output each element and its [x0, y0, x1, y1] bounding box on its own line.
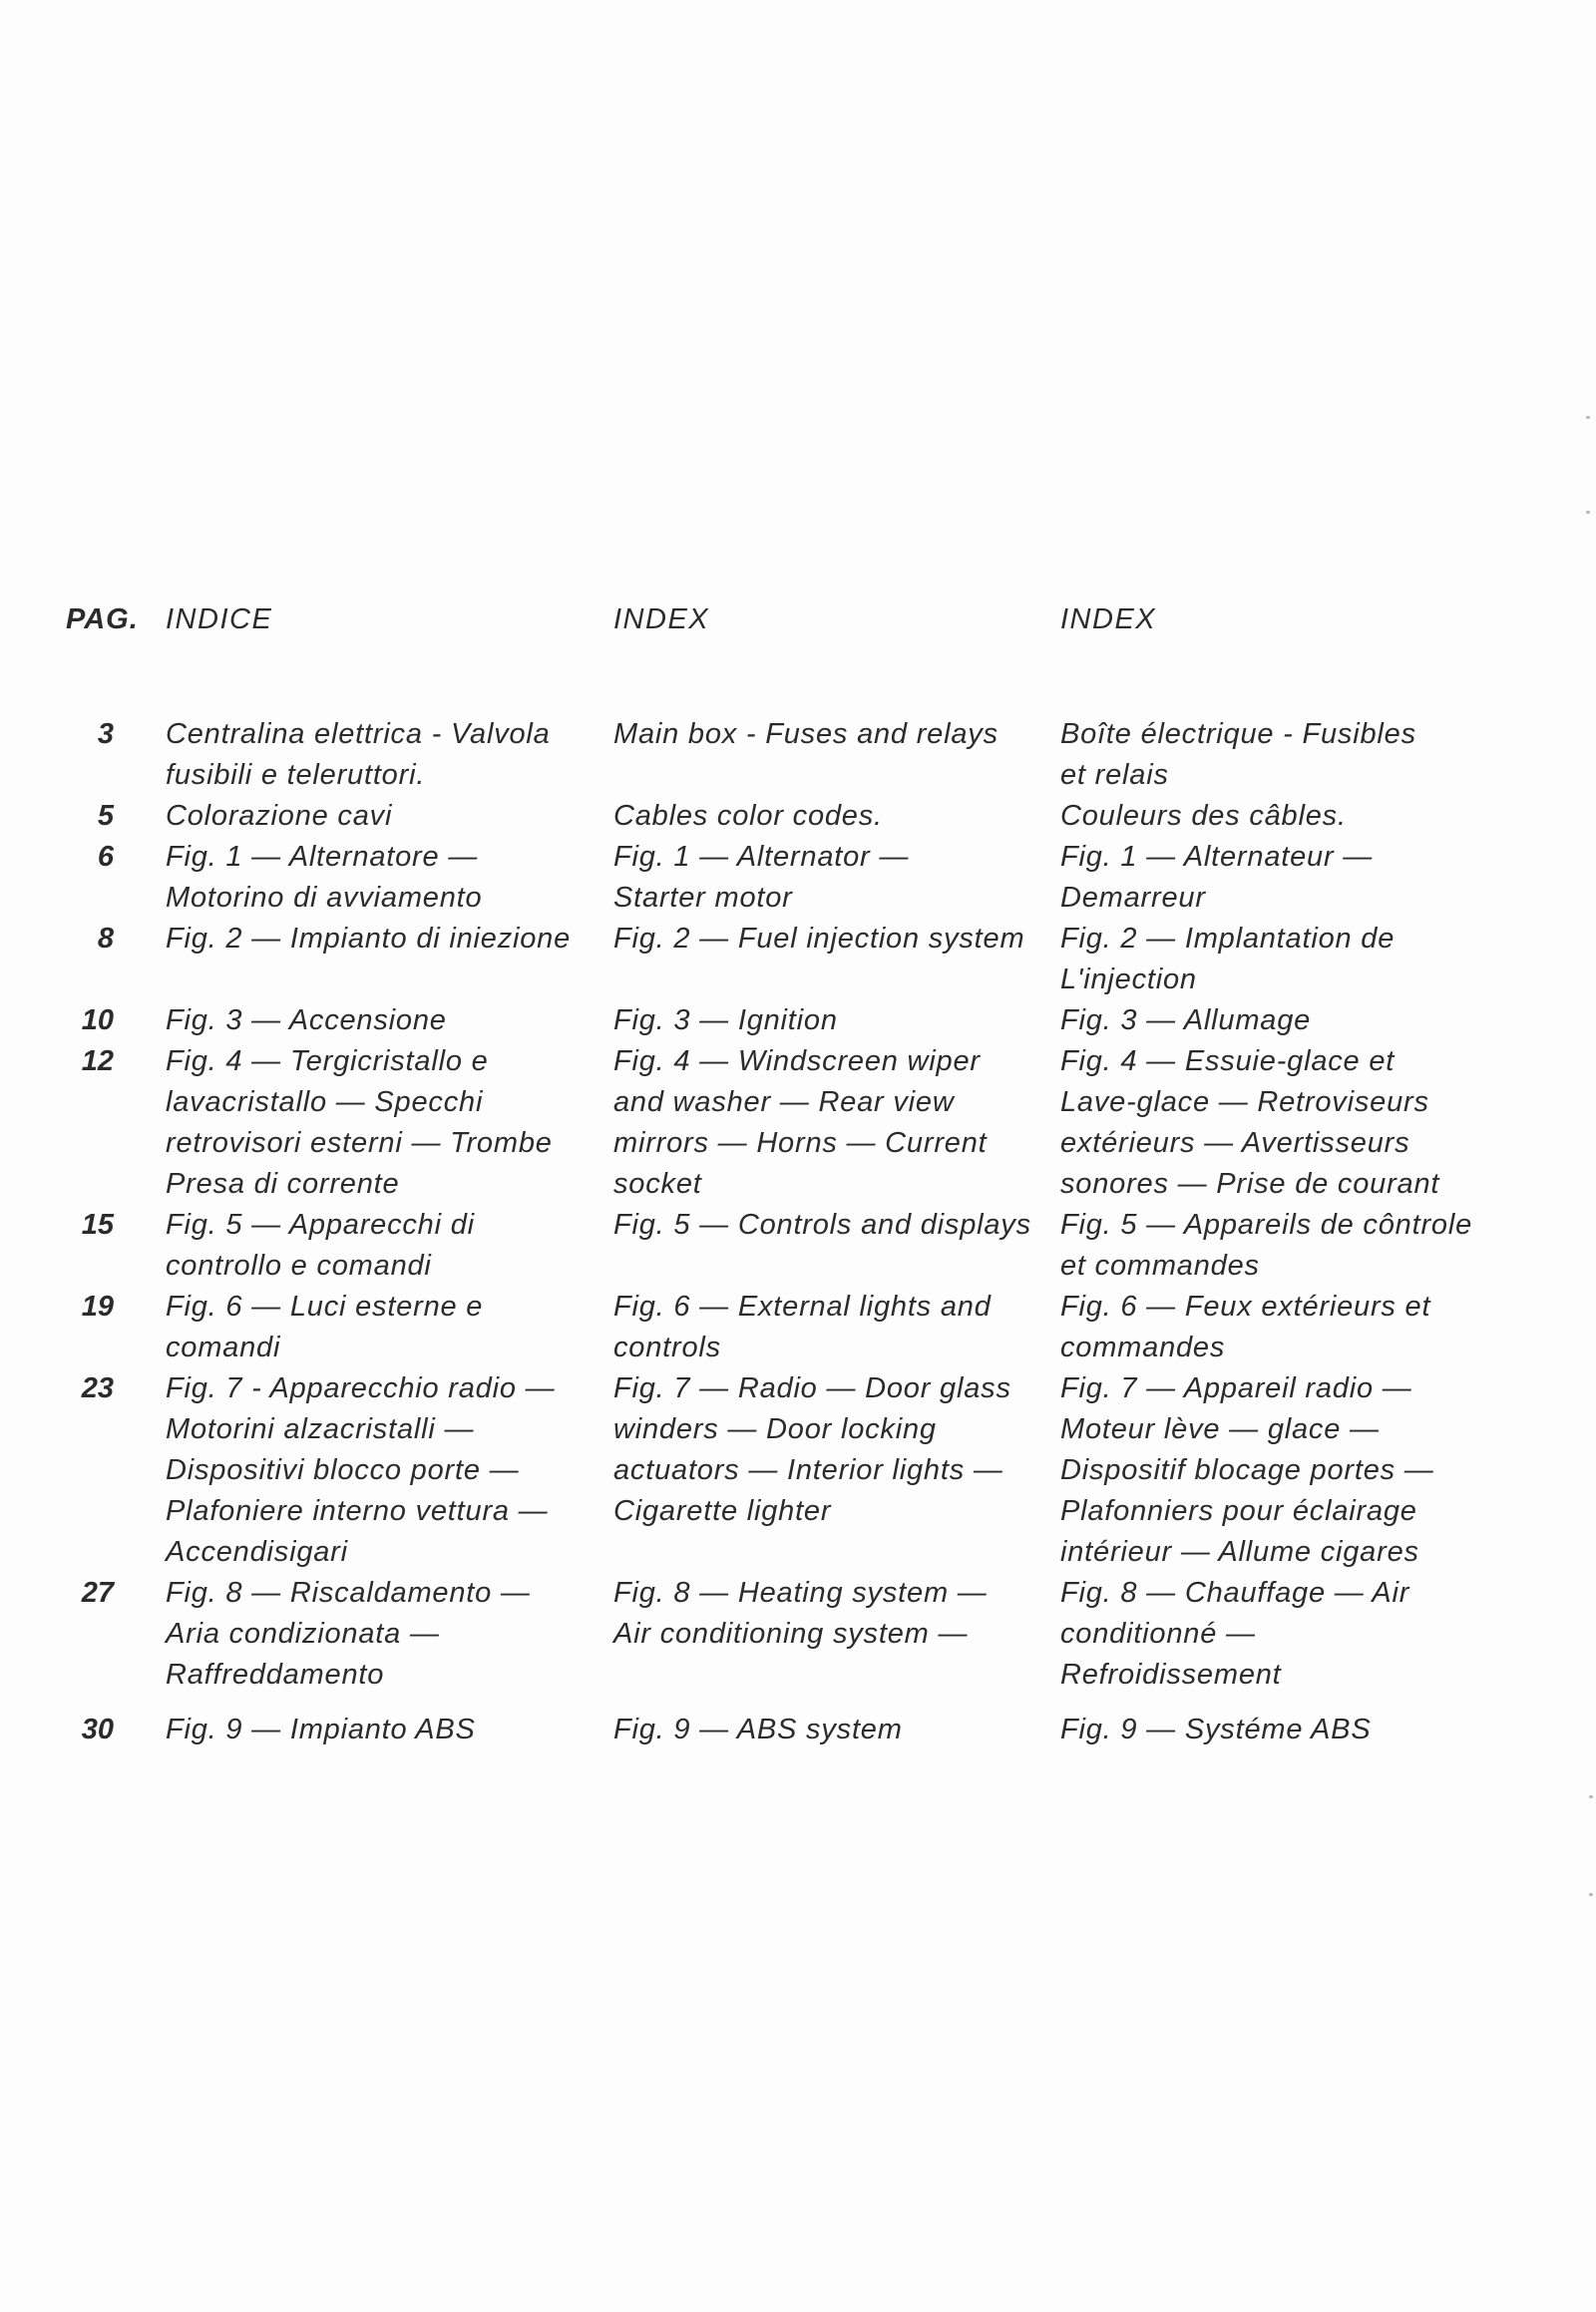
italian-entry: Fig. 2 — Impianto di iniezione	[166, 923, 572, 955]
index-row	[0, 714, 1596, 796]
index-row	[0, 919, 1596, 1000]
italian-entry: Fig. 1 — Alternatore — Motorino di avviamento	[166, 841, 483, 914]
index-row	[0, 1041, 1596, 1205]
italian-column-heading: INDICE	[166, 603, 273, 635]
english-entry: Fig. 6 — External lights and controls	[613, 1291, 992, 1363]
english-column-heading: INDEX	[613, 603, 710, 635]
french-entry: Fig. 5 — Appareils de côntrole et commandes	[1060, 1209, 1473, 1282]
italian-entry: Fig. 6 — Luci esterne e comandi	[166, 1291, 484, 1363]
page-number: 19	[81, 1291, 114, 1323]
index-row	[0, 1368, 1596, 1573]
scan-speck	[1589, 1893, 1593, 1896]
page-number: 12	[81, 1045, 114, 1077]
french-entry: Fig. 4 — Essuie-glace et Lave-glace — Retroviseurs extérieurs — Avertisseurs sonores — Prise de courant	[1060, 1045, 1440, 1200]
italian-entry: Colorazione cavi	[166, 800, 393, 832]
index-header	[0, 598, 1596, 640]
page-number: 10	[81, 1004, 114, 1036]
scan-speck	[1589, 1795, 1593, 1798]
page-number: 5	[97, 800, 114, 832]
english-entry: Cables color codes.	[613, 800, 883, 832]
page-number: 30	[81, 1714, 114, 1745]
index-row	[0, 837, 1596, 919]
italian-entry: Fig. 3 — Accensione	[166, 1004, 447, 1036]
index-row	[0, 1000, 1596, 1041]
index-row	[0, 1205, 1596, 1287]
italian-entry: Fig. 4 — Tergicristallo e lavacristallo — Specchi retrovisori esterni — Trombe Presa di corrente	[166, 1045, 553, 1200]
english-entry: Fig. 7 — Radio — Door glass winders — Door locking actuators — Interior lights — Cigarette lighter	[613, 1372, 1011, 1527]
page-column-heading: PAG.	[66, 603, 139, 635]
page-number: 23	[81, 1372, 114, 1404]
italian-entry: Fig. 5 — Apparecchi di controllo e comandi	[166, 1209, 475, 1282]
page-number: 8	[97, 923, 114, 955]
english-entry: Fig. 5 — Controls and displays	[613, 1209, 1031, 1241]
page-number: 6	[97, 841, 114, 873]
french-entry: Fig. 3 — Allumage	[1060, 1004, 1312, 1036]
french-column-heading: INDEX	[1060, 603, 1157, 635]
index-row	[0, 1573, 1596, 1696]
italian-entry: Fig. 7 - Apparecchio radio — Motorini alzacristalli — Dispositivi blocco porte — Plafoniere interno vettura — Accendisigari	[166, 1372, 556, 1568]
english-entry: Main box - Fuses and relays	[613, 718, 998, 750]
french-entry: Boîte électrique - Fusibles et relais	[1060, 718, 1416, 791]
index-table	[0, 714, 1596, 1750]
english-entry: Fig. 9 — ABS system	[613, 1714, 903, 1745]
italian-entry: Centralina elettrica - Valvola fusibili e teleruttori.	[166, 718, 551, 791]
french-entry: Couleurs des câbles.	[1060, 800, 1347, 832]
scan-speck	[1586, 416, 1590, 419]
page-number: 15	[81, 1209, 114, 1241]
english-entry: Fig. 8 — Heating system — Air conditioning system —	[613, 1577, 988, 1650]
page-number: 27	[81, 1577, 114, 1609]
french-entry: Fig. 9 — Systéme ABS	[1060, 1714, 1372, 1745]
english-entry: Fig. 4 — Windscreen wiper and washer — Rear view mirrors — Horns — Current socket	[613, 1045, 988, 1200]
french-entry: Fig. 2 — Implantation de L'injection	[1060, 923, 1396, 995]
english-entry: Fig. 1 — Alternator — Starter motor	[613, 841, 910, 914]
index-row	[0, 1710, 1596, 1750]
french-entry: Fig. 8 — Chauffage — Air conditionné — Refroidissement	[1060, 1577, 1410, 1691]
english-entry: Fig. 3 — Ignition	[613, 1004, 838, 1036]
french-entry: Fig. 6 — Feux extérieurs et commandes	[1060, 1291, 1431, 1363]
scan-speck	[1586, 511, 1590, 514]
italian-entry: Fig. 8 — Riscaldamento — Aria condizionata — Raffreddamento	[166, 1577, 531, 1691]
italian-entry: Fig. 9 — Impianto ABS	[166, 1714, 476, 1745]
page-number: 3	[97, 718, 114, 750]
index-row	[0, 1287, 1596, 1368]
french-entry: Fig. 7 — Appareil radio — Moteur lève — glace — Dispositif blocage portes — Plafonniers pour éclairage intérieur — Allume cigares	[1060, 1372, 1434, 1568]
english-entry: Fig. 2 — Fuel injection system	[613, 923, 1025, 955]
index-row	[0, 796, 1596, 837]
french-entry: Fig. 1 — Alternateur — Demarreur	[1060, 841, 1374, 914]
